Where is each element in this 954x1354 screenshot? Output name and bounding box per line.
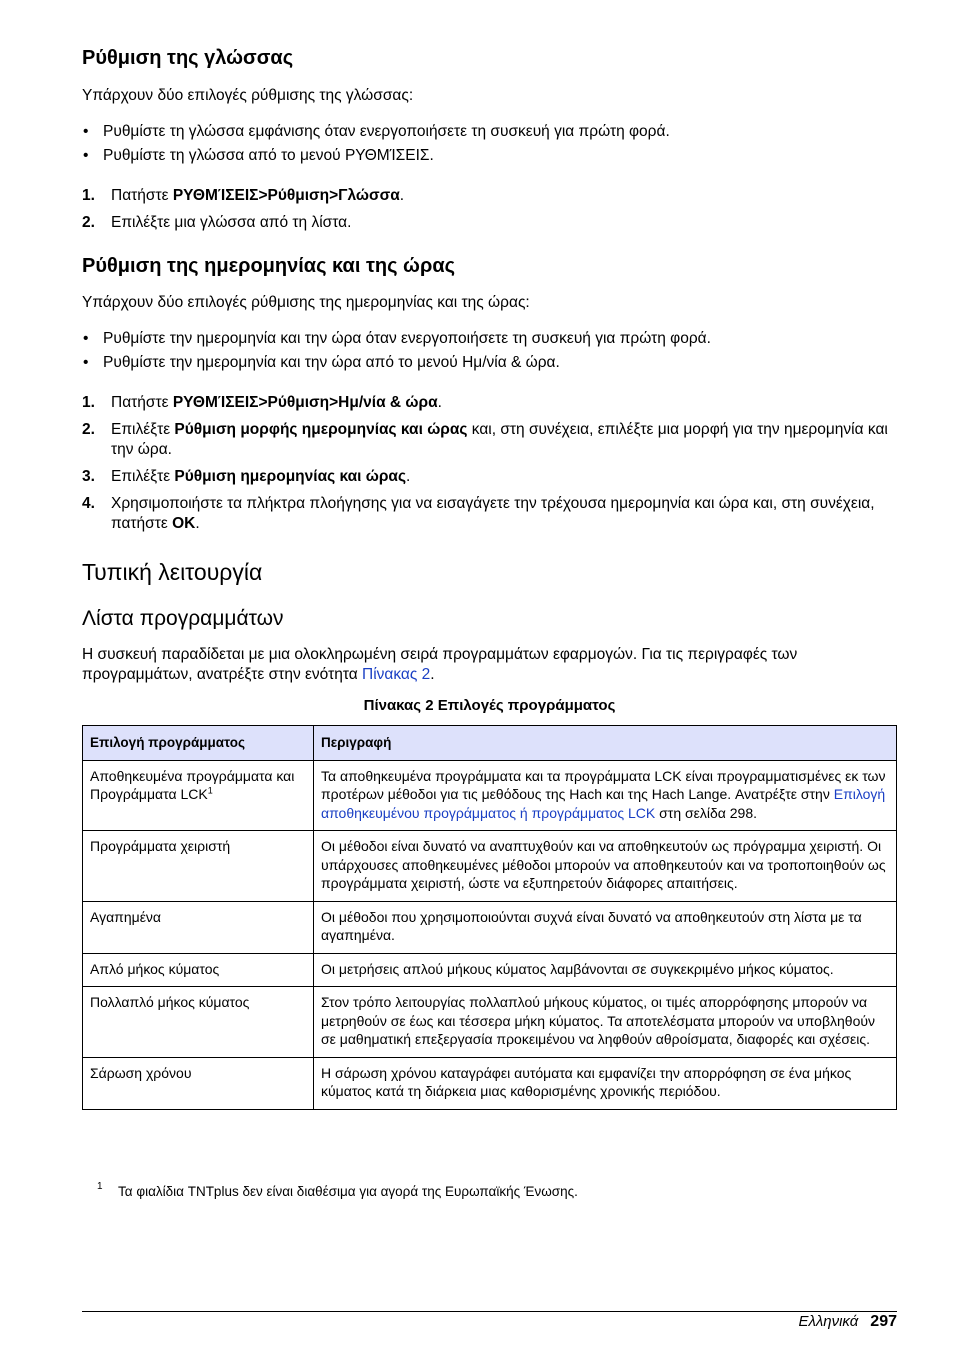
heading-datetime: Ρύθμιση της ημερομηνίας και της ώρας — [82, 255, 456, 277]
list-item: • Ρυθμίστε την ημερομηνία και την ώρα όταν ενεργοποιήσετε τη συσκευή για πρώτη φορά. — [82, 329, 897, 349]
description-cell: Τα αποθηκευμένα προγράμματα και τα προγράμματα LCK είναι προγραμματισμένες εκ των προτέρων μέθοδοι για τις μεθόδους της Hach και της Hach Lange. Ανατρέξτε στην Επιλογή αποθηκευμένου προγράμματος ή προγράμματος LCK στη σελίδα 298. — [314, 760, 897, 831]
list-item: • Ρυθμίστε τη γλώσσα εμφάνισης όταν ενεργοποιήσετε τη συσκευή για πρώτη φορά. — [82, 122, 897, 142]
language-intro: Υπάρχουν δύο επιλογές ρύθμισης της γλώσσας: — [82, 87, 414, 104]
datetime-bullets — [82, 329, 897, 377]
step-item: 2. Επιλέξτε Ρύθμιση μορφής ημερομηνίας και ώρας και, στη συνέχεια, επιλέξτε μια μορφή για την ημερομηνία και την ώρα. — [82, 421, 888, 458]
datetime-steps — [82, 393, 897, 541]
footer-language: Ελληνικά — [798, 1313, 859, 1330]
table-header-row — [83, 726, 897, 761]
step-item: 4. Χρησιμοποιήστε τα πλήκτρα πλοήγησης για να εισαγάγετε την τρέχουσα ημερομηνία και ώρα και, στη συνέχεια, πατήστε OK. — [82, 495, 875, 532]
list-item: • Ρυθμίστε την ημερομηνία και την ώρα από το μενού Ημ/νία & ώρα. — [82, 353, 897, 373]
option-cell: Απλό μήκος κύματος — [83, 953, 314, 987]
description-cell: Στον τρόπο λειτουργίας πολλαπλού μήκους κύματος, οι τιμές απορρόφησης μπορούν να μετρηθούν σε έως και τέσσερα μήκη κύματος. Τα αποτελέσματα μπορούν να υποβληθούν σε μαθηματική επεξεργασία προκειμένου να ληφθούν αθροίσματα, διαφορές και σχέσεις. — [314, 987, 897, 1058]
language-bullets — [82, 122, 897, 170]
option-cell: Αποθηκευμένα προγράμματα και Προγράμματα LCK$^1$ — [83, 760, 314, 831]
option-cell: Σάρωση χρόνου — [83, 1057, 314, 1109]
description-cell: Οι μέθοδοι που χρησιμοποιούνται συχνά είναι δυνατό να αποθηκευτούν στη λίστα με τα αγαπημένα. — [314, 901, 897, 953]
datetime-intro: Υπάρχουν δύο επιλογές ρύθμισης της ημερομηνίας και της ώρας: — [82, 294, 530, 311]
option-cell: Πολλαπλό μήκος κύματος — [83, 987, 314, 1058]
description-cell: Οι μέθοδοι είναι δυνατό να αναπτυχθούν και να αποθηκευτούν ως πρόγραμμα χειριστή. Οι υπάρχουσες αποθηκευμένες μέθοδοι μπορούν να αποθηκευτούν και να τροποποιηθούν ως προγράμματα χειριστή, ώστε να εξυπηρετούν διάφορες απαιτήσεις. — [314, 831, 897, 902]
step-item: 1. Πατήστε ΡΥΘΜΊΣΕΙΣ>Ρύθμιση>Ημ/νία & ώρα. — [82, 394, 442, 411]
column-header: Επιλογή προγράμματος — [83, 726, 314, 761]
step-item: 2. Επιλέξτε μια γλώσσα από τη λίστα. — [82, 214, 352, 231]
step-item: 1. Πατήστε ΡΥΘΜΊΣΕΙΣ>Ρύθμιση>Γλώσσα. — [82, 187, 405, 204]
list-item: • Ρυθμίστε τη γλώσσα από το μενού ΡΥΘΜΊΣΕΙΣ. — [82, 146, 897, 166]
table-row — [83, 987, 897, 1058]
heading-language: Ρύθμιση της γλώσσας — [82, 47, 294, 69]
footnote-number: 1 — [97, 1181, 103, 1192]
cross-ref-link[interactable]: Επιλογή αποθηκευμένου προγράμματος ή προγράμματος LCK — [321, 786, 886, 821]
heading-typical-operation: Τυπική λειτουργία — [82, 559, 263, 585]
column-header: Περιγραφή — [314, 726, 897, 761]
footnote-ref: 1 — [207, 785, 213, 796]
option-cell: Προγράμματα χειριστή — [83, 831, 314, 902]
footnote-text: Τα φιαλίδια TNTplus δεν είναι διαθέσιμα για αγορά της Ευρωπαϊκής Ένωσης. — [118, 1184, 578, 1199]
footer-divider — [82, 1311, 897, 1312]
program-options-table — [82, 725, 897, 1110]
description-cell: Οι μετρήσεις απλού μήκους κύματος λαμβάνονται σε συγκεκριμένο μήκος κύματος. — [314, 953, 897, 987]
heading-program-list: Λίστα προγραμμάτων — [82, 607, 284, 630]
programs-intro: Η συσκευή παραδίδεται με μια ολοκληρωμένη σειρά προγραμμάτων εφαρμογών. Για τις περιγραφές των προγραμμάτων, ανατρέξτε στην ενότητα Πίνακας 2. — [82, 646, 798, 683]
description-cell: Η σάρωση χρόνου καταγράφει αυτόματα και εμφανίζει την απορρόφηση σε ένα μήκος κύματος κατά τη διάρκεια μιας καθορισμένης χρονικής περιόδου. — [314, 1057, 897, 1109]
option-cell: Αγαπημένα — [83, 901, 314, 953]
page-footer — [798, 1313, 897, 1331]
table-row — [83, 831, 897, 902]
table-link[interactable]: Πίνακας 2 — [362, 666, 431, 683]
table-row — [83, 1057, 897, 1109]
step-item: 3. Επιλέξτε Ρύθμιση ημερομηνίας και ώρας. — [82, 468, 411, 485]
table-row — [83, 760, 897, 831]
table-row — [83, 953, 897, 987]
table-row — [83, 901, 897, 953]
language-steps — [82, 186, 897, 240]
table-caption: Πίνακας 2 Επιλογές προγράμματος — [363, 697, 616, 714]
page-number: 297 — [870, 1313, 897, 1330]
